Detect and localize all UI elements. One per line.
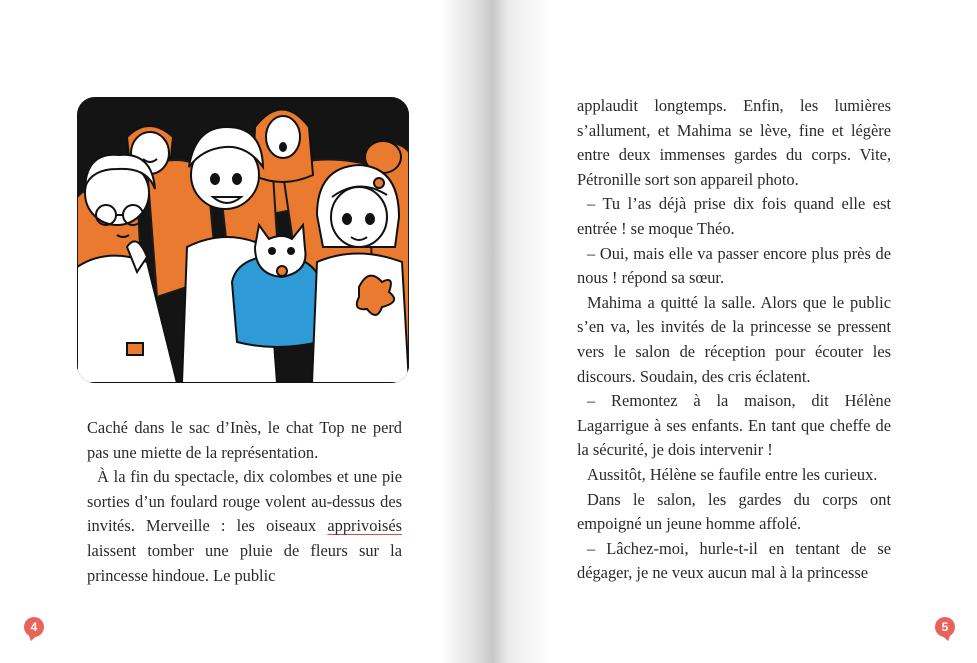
paragraph-text: laissent tomber une pluie de fleurs sur la princesse hindoue. Le public (87, 540, 402, 585)
page-number-badge: 4 (24, 617, 44, 637)
paragraph: Caché dans le sac d’Inès, le chat Top ne perd pas une miette de la représentation. (87, 418, 402, 462)
glossary-word-link[interactable]: apprivoisés (327, 516, 402, 536)
paragraph (87, 465, 402, 588)
paragraph: – Remontez à la maison, dit Hélène Lagarrigue à ses enfants. En tant que cheffe de la sécurité, je dois intervenir ! (577, 391, 891, 460)
paragraph: Aussitôt, Hélène se faufile entre les curieux. (587, 464, 878, 484)
paragraph: – Oui, mais elle va passer encore plus près de nous ! répond sa sœur. (577, 243, 891, 288)
paragraph: Mahima a quitté la salle. Alors que le public s’en va, les invités de la princesse se pressent vers le salon de réception pour écouter les discours. Soudain, des cris éclatent. (577, 292, 891, 386)
left-page-text (87, 416, 402, 588)
paragraph: – Lâchez-moi, hurle-t-il en tentant de se dégager, je ne veux aucun mal à la princesse (577, 538, 891, 583)
paragraph: applaudit longtemps. Enfin, les lumières s’allument, et Mahima se lève, fine et légère entre deux immenses gardes du corps. Vite, Pétronille sort son appareil photo. (577, 96, 891, 189)
left-page (0, 0, 488, 663)
right-page-text (577, 94, 891, 586)
cinema-audience-illustration (77, 97, 409, 383)
paragraph: – Tu l’as déjà prise dix fois quand elle est entrée ! se moque Théo. (577, 194, 891, 238)
page-number-badge: 5 (935, 617, 955, 637)
paragraph-text: À la fin du spectacle, dix colombes et une pie sorties d’un foulard rouge volent au-dessus des invités. Merveille : les oiseaux (87, 467, 402, 536)
paragraph: Dans le salon, les gardes du corps ont empoigné un jeune homme affolé. (577, 489, 891, 534)
right-page (488, 0, 977, 663)
